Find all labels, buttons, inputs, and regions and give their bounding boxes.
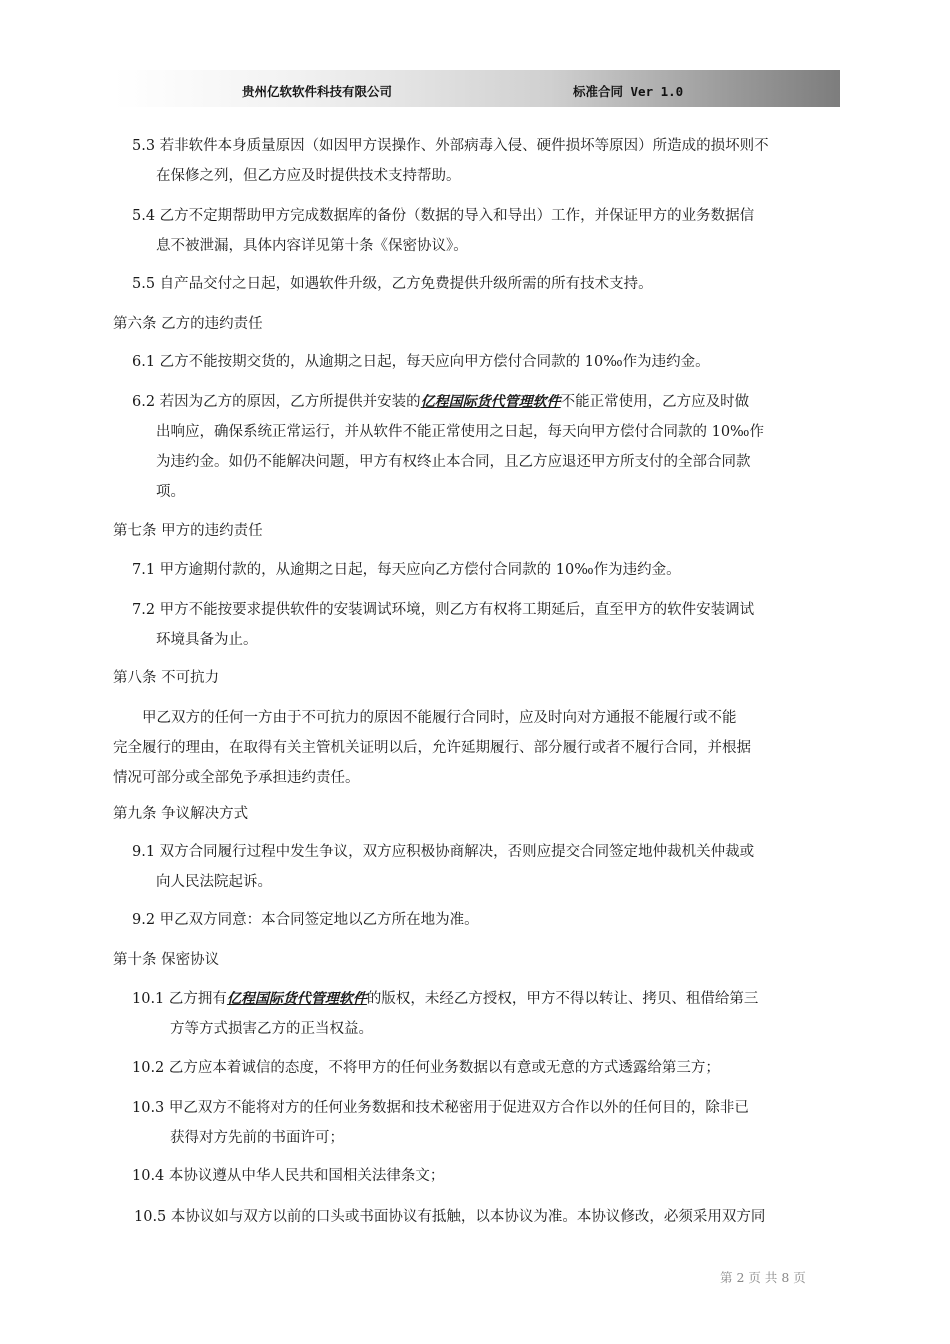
clause-text: 环境具备为止。: [156, 632, 258, 648]
clause-text: 不能正常使用，乙方应及时做: [560, 394, 750, 410]
clause-text: 5.5 自产品交付之日起，如遇软件升级，乙方免费提供升级所需的所有技术支持。: [132, 276, 653, 292]
article-10-heading: 第十条 保密协议: [113, 952, 220, 968]
clause-text: 6.1 乙方不能按期交货的，从逾期之日起，每天应向甲方偿付合同款的 10‰作为违约金。: [132, 354, 710, 370]
clause-text: 10.5 本协议如与双方以前的口头或书面协议有抵触，以本协议为准。本协议修改，必须采用双方同: [134, 1209, 766, 1225]
clause-text: 10.4 本协议遵从中华人民共和国相关法律条文；: [132, 1168, 445, 1184]
clause-text: 息不被泄漏，具体内容详见第十条《保密协议》。: [156, 238, 468, 254]
product-name: 亿程国际货代管理软件: [226, 991, 367, 1007]
clause-text: 的版权，未经乙方授权，甲方不得以转让、拷贝、租借给第三: [366, 991, 759, 1007]
clause-text: 7.1 甲方逾期付款的，从逾期之日起，每天应向乙方偿付合同款的 10‰作为违约金。: [132, 562, 681, 578]
clause-text: 6.2 若因为乙方的原因，乙方所提供并安装的: [132, 394, 421, 410]
clause-7-1: [132, 555, 842, 585]
clause-text: 在保修之列，但乙方应及时提供技术支持帮助。: [156, 168, 461, 184]
clause-text: 10.1 乙方拥有: [132, 991, 227, 1007]
clause-9-2: [132, 905, 842, 935]
article-8-body: [113, 703, 841, 793]
header-contract-version: 标准合同 Ver 1.0: [573, 84, 684, 99]
clause-text: 方等方式损害乙方的正当权益。: [170, 1021, 373, 1037]
clause-5-3: [132, 131, 842, 191]
clause-text: 为违约金。如仍不能解决问题，甲方有权终止本合同，且乙方应退还甲方所支付的全部合同款: [156, 454, 751, 470]
clause-text: 获得对方先前的书面许可；: [170, 1130, 344, 1146]
body-line: 完全履行的理由，在取得有关主管机关证明以后，允许延期履行、部分履行或者不履行合同，并根据: [113, 740, 751, 756]
clause-5-5: [132, 269, 842, 299]
page-header-bar: [114, 70, 840, 107]
product-name: 亿程国际货代管理软件: [420, 394, 561, 410]
clause-6-1: [132, 347, 842, 377]
clause-text: 向人民法院起诉。: [156, 874, 272, 890]
clause-10-4: [132, 1161, 842, 1191]
clause-10-3: [132, 1093, 842, 1153]
article-6-heading: 第六条 乙方的违约责任: [113, 316, 263, 332]
clause-text: 10.2 乙方应本着诚信的态度，不将甲方的任何业务数据以有意或无意的方式透露给第三方；: [132, 1060, 720, 1076]
clause-5-4: [132, 201, 842, 261]
clause-text: 出响应，确保系统正常运行，并从软件不能正常使用之日起，每天向甲方偿付合同款的 10‰作: [156, 424, 765, 440]
article-8-heading: 第八条 不可抗力: [113, 670, 220, 686]
body-line: 情况可部分或全部免予承担违约责任。: [113, 770, 360, 786]
clause-7-2: [132, 595, 842, 655]
clause-text: 7.2 甲方不能按要求提供软件的安装调试环境，则乙方有权将工期延后，直至甲方的软件安装调试: [132, 602, 755, 618]
page-number-footer: 第 2 页 共 8 页: [720, 1270, 806, 1285]
clause-text: 5.4 乙方不定期帮助甲方完成数据库的备份（数据的导入和导出）工作，并保证甲方的业务数据信: [132, 208, 755, 224]
clause-text: 项。: [156, 484, 185, 500]
clause-text: 10.3 甲乙双方不能将对方的任何业务数据和技术秘密用于促进双方合作以外的任何目的，除非已: [132, 1100, 749, 1116]
header-company-name: 贵州亿软软件科技有限公司: [242, 84, 393, 99]
clause-text: 5.3 若非软件本身质量原因（如因甲方误操作、外部病毒入侵、硬件损坏等原因）所造成的损坏则不: [132, 138, 769, 154]
article-7-heading: 第七条 甲方的违约责任: [113, 523, 263, 539]
clause-9-1: [132, 837, 842, 897]
clause-text: 9.2 甲乙双方同意：本合同签定地以乙方所在地为准。: [132, 912, 479, 928]
clause-10-5: [134, 1202, 844, 1232]
clause-10-2: [132, 1053, 842, 1083]
clause-6-2: [132, 387, 842, 507]
article-9-heading: 第九条 争议解决方式: [113, 806, 249, 822]
body-line: 甲乙双方的任何一方由于不可抗力的原因不能履行合同时，应及时向对方通报不能履行或不能: [113, 710, 737, 726]
clause-text: 9.1 双方合同履行过程中发生争议，双方应积极协商解决，否则应提交合同签定地仲裁机关仲裁或: [132, 844, 755, 860]
clause-10-1: [132, 984, 842, 1044]
